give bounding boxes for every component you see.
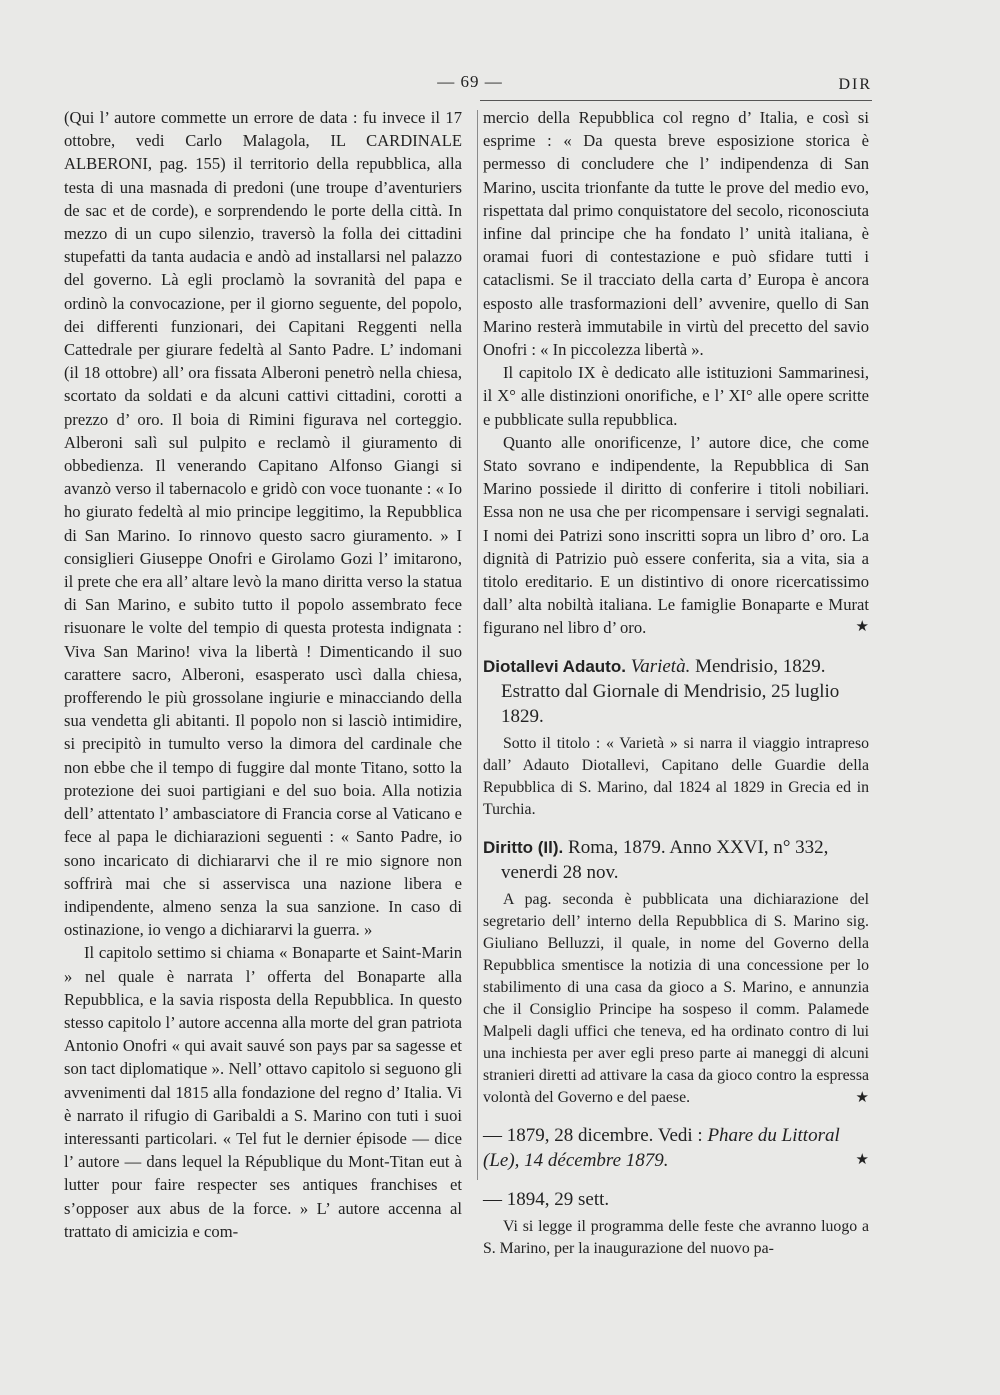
- paragraph: mercio della Repubblica col regno d’ Italia, e così si esprime : « Da questa breve esposizione storica è permesso di concludere che l’ indipendenza di San Marino, uscita trionfante da tutte le prove del medio evo, rispettata dal primo conquistatore del secolo, riconosciuta infine dal principe che ha fondato l’ unità italiana, è oramai fuori di contestazione e può sfidare tutti i cataclismi. Se il tracciato della carta d’ Europa è ancora esposto alle trasformazioni dell’ avvenire, quello di San Marino resterà immutabile in virtù del precetto del savio Onofri : « In piccolezza libertà ».: [483, 108, 869, 360]
- paragraph: Quanto alle onorificenze, l’ autore dice, che come Stato sovrano e indipendente, la Repubblica di San Marino possiede il diritto di conferire i titoli nobiliari. Essa non ne usa che per ricompensare i servigi segnalati. I nomi dei Patrizi sono inscritti sopra un libro d’ oro. La dignità di Patrizio può essere conferita, sia a vita, sia a titolo ereditario. E un distintivo di onore ricercatissimo dall’ alta nobiltà italiana. Le famiglie Bonaparte e Murat figurano nel libro d’ oro. ★: [483, 431, 869, 640]
- bibliography-entry: [483, 835, 869, 885]
- bibliography-entry: [483, 1123, 869, 1173]
- entry-details: Roma, 1879. Anno XXVI, n° 332,: [568, 836, 829, 858]
- star-icon: ★: [855, 1089, 869, 1106]
- entry-note: Vi si legge il programma delle feste che avranno luogo a S. Marino, per la inaugurazione del nuovo pa-: [483, 1217, 869, 1257]
- star-icon: ★: [855, 619, 869, 636]
- right-column: [483, 106, 869, 1260]
- entry-details: — 1879, 28 dicembre. Vedi :: [483, 1124, 703, 1146]
- left-column: [64, 106, 462, 1243]
- running-head: DIR: [838, 76, 872, 93]
- header-rule: [480, 100, 872, 101]
- page-number: — 69 —: [437, 72, 503, 91]
- paragraph: Il capitolo IX è dedicato alle istituzioni Sammarinesi, il X° alle distinzioni onorifiche, e l’ XI° alle opere scritte e pubblicate sulla repubblica.: [483, 363, 869, 429]
- entry-details: — 1894, 29 sett.: [483, 1188, 610, 1210]
- column-divider: [477, 110, 478, 1180]
- entry-heading: Diotallevi Adauto.: [483, 656, 626, 676]
- entry-heading: Diritto (Il).: [483, 837, 564, 857]
- paragraph: (Qui l’ autore commette un errore de data : fu invece il 17 ottobre, vedi Carlo Malagola, IL CARDINALE ALBERONI, pag. 155) il territorio della repubblica, alla testa di una masnada di predoni (une troupe d’aventuriers de sac et de corde), e sorprendendo le porte della città. In mezzo di un cupo silenzio, traversò la folla dei cittadini stupefatti da tanta audacia e andò ad installarsi nel palazzo del governo. Là egli proclamò la sovranità del papa e ordinò la convocazione, per il giorno seguente, del popolo, dei differenti funzionari, dei Capitani Reggenti nella Cattedrale per giurare fedeltà al Santo Padre. L’ indomani (il 18 ottobre) all’ ora fissata Alberoni penetrò nella chiesa, scortato da soldati e da alcuni cattivi cittadini, corotti a prezzo d’ oro. Il boia di Rimini figurava nel corteggio. Alberoni salì sul pulpito e reclamò il giuramento di obbedienza. Il venerando Capitano Alfonso Giangi si avanzò verso il tabernacolo e gridò con voce tuonante : « Io ho giurato fedeltà al mio principe leggitimo, la Repubblica di San Marino. Io rinnovo questo sacro giuramento. » I consiglieri Giuseppe Onofri e Girolamo Gozi l’ imitarono, il prete che era all’ altare levò la mano diritta verso la statua di San Marino, e subito tutto il popolo assembrato fece risuonare le volte del tempio di questa protesta indignata : Viva San Marino! viva la libertà ! Dimenticando il suo carattere sacro, Alberoni, esasperato uscì dalla chiesa, profferendo le più grossolane ingiurie e minacciando della sua vendetta gli abitanti. Il popolo non si lasciò intimidire, si precipitò in tumulto verso la dimora del cardinale che non ebbe che il tempo di fuggire dal monte Titano, sotto la protezione dei suoi partigiani e del suo boia. Alla notizia dell’ attentato l’ ambasciatore di Francia corse al Vaticano e fece al papa le dichiarazioni seguenti : « Santo Padre, io sono incaricato di dichiararvi che il re mio signore non soffrirà mai che si asservisca una nazione libera e indipendente, almeno senza la sua sanzione. In caso di ostinazione, io vengo a dichiararvi la guerra. »: [64, 108, 462, 940]
- entry-note: Sotto il titolo : « Varietà » si narra il viaggio intrapreso dall’ Adauto Diotallevi, Capitano delle Guardie della Repubblica di S. Marino, dal 1824 al 1829 in Grecia ed in Turchia.: [483, 734, 869, 818]
- entry-continuation: venerdi 28 nov.: [501, 861, 619, 883]
- entry-title: Varietà.: [630, 655, 691, 677]
- entry-details: Mendrisio, 1829.: [695, 655, 826, 677]
- entry-note: A pag. seconda è pubblicata una dichiarazione del segretario dell’ interno della Repubblica di S. Marino sig. Giuliano Belluzzi, il quale, in nome del Governo della Repubblica smentisce la notizia di una concessione per lo stabilimento di una casa da gioco a S. Marino, e annunzia che il Consiglio Principe ha sospeso il comm. Palamede Malpeli dagli uffici che teneva, ed ha ordinato contro di lui una inchiesta per aver egli preso parte ai maneggi di alcuni stranieri diretti ad attivare la casa da gioco contro la espressa volontà del Governo e del paese. ★: [483, 889, 869, 1109]
- star-icon: ★: [855, 1151, 869, 1168]
- paragraph: Il capitolo settimo si chiama « Bonaparte et Saint-Marin » nel quale è narrata l’ offerta del Bonaparte alla Repubblica, e la savia risposta della Repubblica. In questo stesso capitolo l’ autore accenna alla morte del gran patriota Antonio Onofri « qui avait sauvé son pays par sa sagesse et son tact diplomatique ». Nell’ ottavo capitolo si seguono gli avvenimenti dal 1815 alla fondazione del regno d’ Italia. Vi è narrato il rifugio di Garibaldi a S. Marino con tuti i suoi interessanti particolari. « Tel fut le dernier épisode — dice l’ autore — dans lequel la République du Mont-Titan eut à lutter pour faire respecter ses antiques franchises et s’opposer aux abus de la force. » L’ autore accenna al trattato di amicizia e com-: [64, 943, 462, 1241]
- entry-continuation: Estratto dal Giornale di Mendrisio, 25 luglio 1829.: [501, 680, 840, 727]
- entry-title: Phare du Littoral (Le), 14 décembre 1879.: [483, 1124, 840, 1171]
- bibliography-entry: [483, 1187, 869, 1212]
- bibliography-entry: [483, 654, 869, 729]
